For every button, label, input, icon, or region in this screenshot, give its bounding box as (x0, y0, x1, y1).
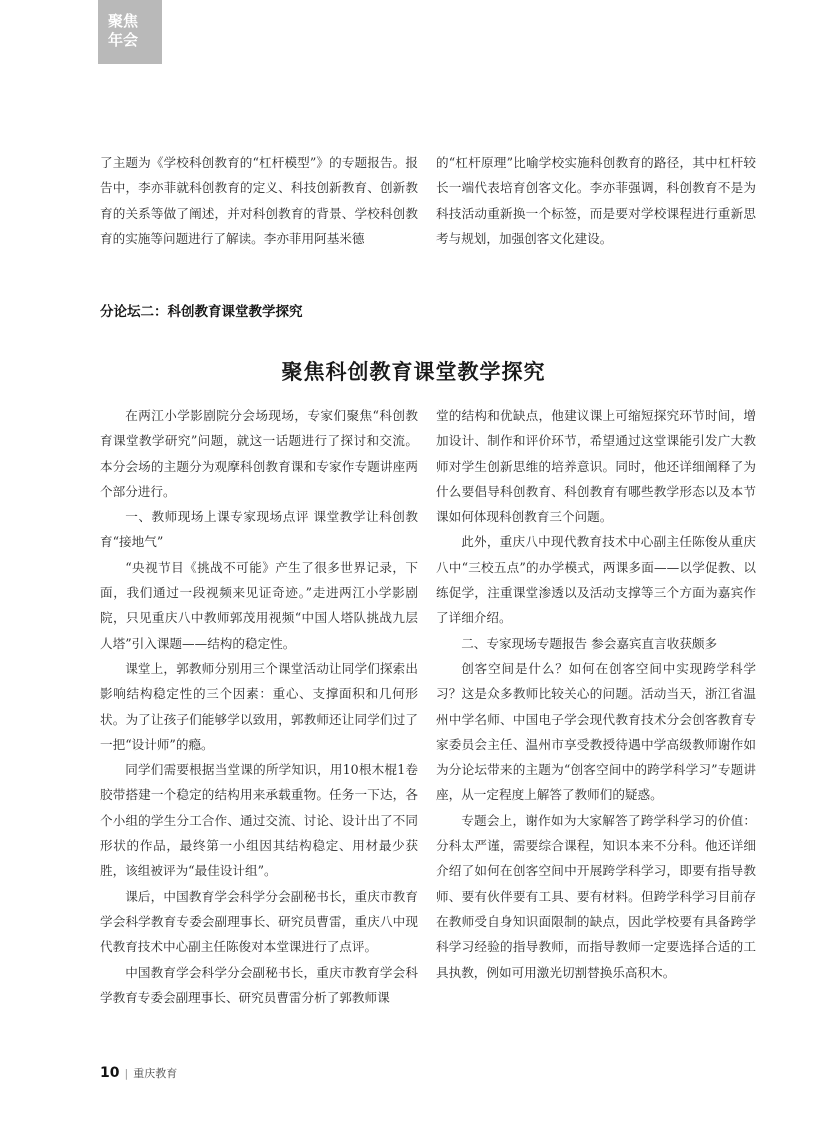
publication-name: 重庆教育 (133, 1067, 178, 1080)
forum-heading: 分论坛二：科创教育课堂教学探究 (100, 304, 303, 320)
section-tag-line-1: 聚焦 (108, 12, 139, 30)
continued-paragraph-end: 的“杠杆原理”比喻学校实施科创教育的路径，其中杠杆较长一端代表培育创客文化。李亦菲强调，科创教育不是为科技活动重新换一个标签，而是要对学校课程进行重新思考与规划，加强创客文化建设。 (436, 155, 756, 246)
article-title: 聚焦科创教育课堂教学探究 (281, 359, 546, 384)
body-paragraph: 堂的结构和优缺点，他建议课上可缩短探究环节时间，增加设计、制作和评价环节，希望通过这堂课能引发广大教师对学生创新思维的培养意识。同时，他还详细阐释了为什么要倡导科创教育、科创教育有哪些教学形态以及本节课如何体现科创教育三个问题。 (436, 408, 756, 525)
section-heading-2: 二、专家现场专题报告 参会嘉宾直言收获颇多 (461, 635, 718, 651)
continued-paragraph: 了主题为《学校科创教育的“杠杆模型”》的专题报告。报告中，李亦菲就科创教育的定义、科技创新教育、创新教育的关系等做了阐述，并对科创教育的背景、学校科创教育的实施等问题进行了解读。李亦菲用阿基米德 (100, 155, 418, 246)
top-right-column (436, 150, 756, 251)
main-right-column (436, 403, 756, 985)
main-left-column (100, 403, 418, 1010)
body-paragraph: 在两江小学影剧院分会场现场，专家们聚焦“科创教育课堂教学研究”问题，就这一话题进行了探讨和交流。本分会场的主题分为观摩科创教育课和专家作专题讲座两个部分进行。 (100, 408, 418, 499)
body-paragraph: 同学们需要根据当堂课的所学知识，用10根木棍1卷胶带搭建一个稳定的结构用来承载重物。任务一下达，各个小组的学生分工合作、通过交流、讨论、设计出了不同形状的作品，最终第一小组因其结构稳定、用材最少获胜，该组被评为“最佳设计组”。 (100, 762, 418, 879)
body-paragraph: “央视节目《挑战不可能》产生了很多世界记录，下面，我们通过一段视频来见证奇迹。”走进两江小学影剧院，只见重庆八中教师郭茂用视频“中国人塔队挑战九层人塔”引入课题——结构的稳定性。 (100, 559, 418, 651)
section-heading-1: 一、教师现场上课专家现场点评 课堂教学让科创教育“接地气” (100, 509, 418, 550)
section-tag-line-2: 年会 (108, 31, 139, 49)
body-paragraph: 课堂上，郭教师分别用三个课堂活动让同学们探索出影响结构稳定性的三个因素：重心、支撑面积和几何形状。为了让孩子们能够学以致用，郭教师还让同学们过了一把“设计师”的瘾。 (100, 660, 418, 752)
page-footer (100, 1065, 177, 1081)
body-paragraph: 专题会上，谢作如为大家解答了跨学科学习的价值：分科太严谨，需要综合课程，知识本来不分科。他还详细介绍了如何在创客空间中开展跨学科学习，即要有指导教师、要有伙伴要有工具、要有材料。但跨学科学习目前存在教师受自身知识面限制的缺点，因此学校要有具备跨学科学习经验的指导教师，而指导教师一定要选择合适的工具执教，例如可用激光切割替换乐高积木。 (436, 812, 756, 980)
top-left-column (100, 150, 418, 251)
body-paragraph: 中国教育学会科学分会副秘书长，重庆市教育学会科学教育专委会副理事长、研究员曹雷分析了郭教师课 (100, 964, 418, 1005)
body-paragraph: 创客空间是什么？如何在创客空间中实现跨学科学习？这是众多教师比较关心的问题。活动当天，浙江省温州中学名师、中国电子学会现代教育技术分会创客教育专家委员会主任、温州市享受教授待遇中学高级教师谢作如为分论坛带来的主题为“创客空间中的跨学科学习”专题讲座，从一定程度上解答了教师们的疑惑。 (436, 660, 756, 803)
footer-separator: | (124, 1067, 129, 1080)
body-paragraph: 此外，重庆八中现代教育技术中心副主任陈俊从重庆八中“三校五点”的办学模式，两课多面——以学促教、以练促学，注重课堂渗透以及活动支撑等三个方面为嘉宾作了详细介绍。 (436, 534, 756, 626)
page-number: 10 (100, 1065, 120, 1081)
body-paragraph: 课后，中国教育学会科学分会副秘书长，重庆市教育学会科学教育专委会副理事长、研究员曹雷，重庆八中现代教育技术中心副主任陈俊对本堂课进行了点评。 (100, 888, 418, 955)
section-tag (98, 0, 162, 64)
